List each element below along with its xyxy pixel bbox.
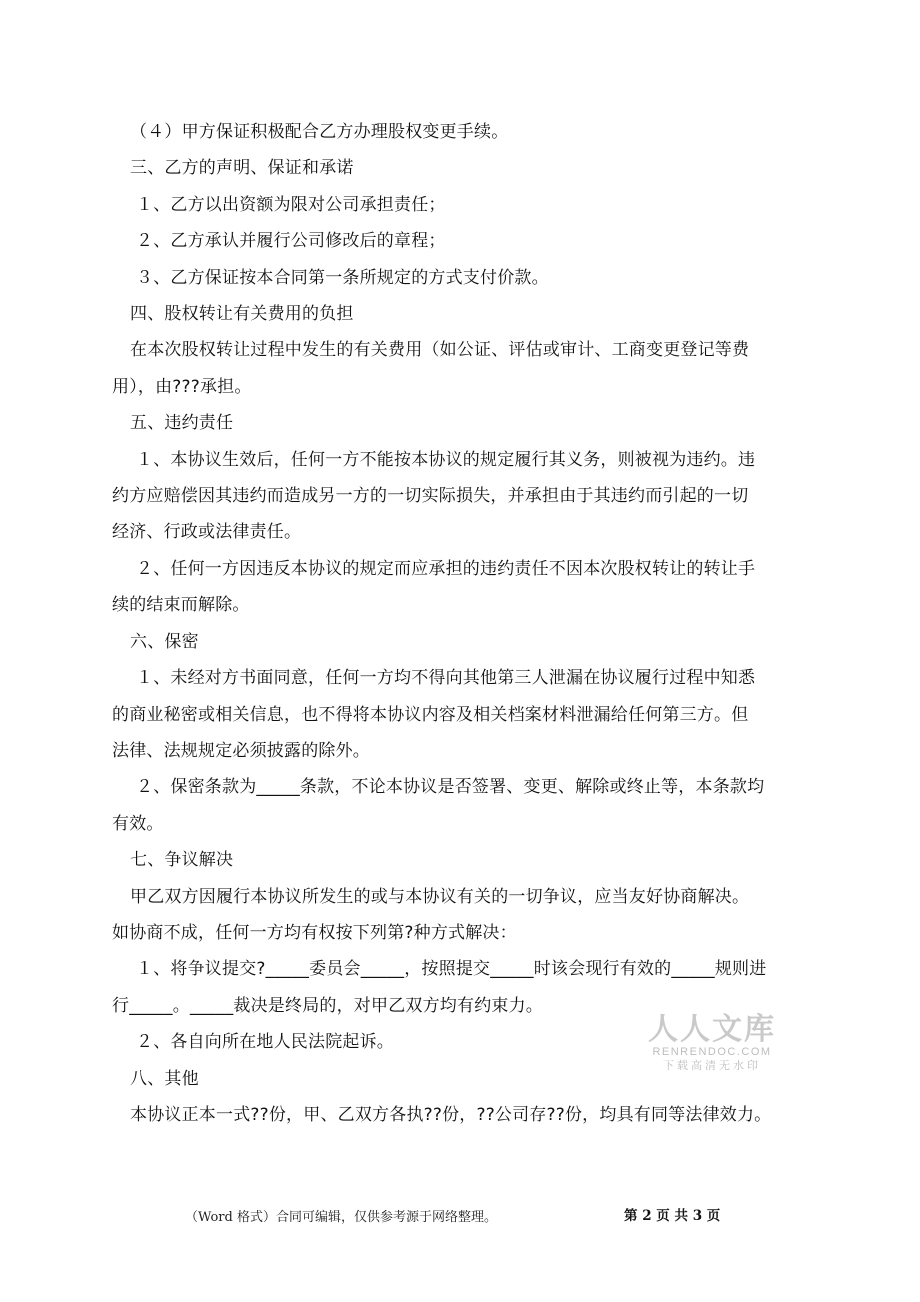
text-line: 甲乙双方因履行本协议所发生的或与本协议有关的一切争议，应当友好协商解决。 (130, 886, 750, 907)
text-line: 约方应赔偿因其违约而造成另一方的一切实际损失，并承担由于其违约而引起的一切 (112, 486, 749, 507)
text-line: 用），由???承担。 (112, 376, 252, 397)
text-line: 有效。 (112, 813, 164, 834)
text-line: 如协商不成，任何一方均有权按下列第?种方式解决： (112, 922, 517, 943)
text-line: 本协议正本一式??份，甲、乙双方各执??份，??公司存??份，均具有同等法律效力。 (130, 1104, 772, 1125)
document-body (112, 114, 812, 1133)
footer-note: （Word 格式）合同可编辑，仅供参考源于网络整理。 (185, 1210, 497, 1225)
text-line: ２、任何一方因违反本协议的规定而应承担的违约责任不因本次股权转让的转让手 (136, 558, 756, 579)
text-line: 续的结束而解除。 (112, 595, 250, 616)
text-line: 行_____。_____裁决是终局的，对甲乙双方均有约束力。 (112, 995, 543, 1016)
watermark-title: 人人文库 (648, 1012, 776, 1047)
text-line: 七、争议解决 (130, 850, 234, 871)
watermark-tagline: 下载高清无水印 (663, 1059, 761, 1072)
text-line: 三、乙方的声明、保证和承诺 (130, 158, 354, 179)
text-line: １、本协议生效后，任何一方不能按本协议的规定履行其义务，则被视为违约。违 (136, 449, 756, 470)
text-line: ３、乙方保证按本合同第一条所规定的方式支付价款。 (136, 267, 549, 288)
text-line: ２、乙方承认并履行公司修改后的章程； (136, 231, 446, 252)
text-line: 的商业秘密或相关信息，也不得将本协议内容及相关档案材料泄漏给任何第三方。但 (112, 704, 749, 725)
text-line: 经济、行政或法律责任。 (112, 522, 302, 543)
text-line: 在本次股权转让过程中发生的有关费用（如公证、评估或审计、工商变更登记等费 (130, 340, 750, 361)
text-line: 法律、法规规定必须披露的除外。 (112, 740, 370, 761)
page-number: 第 2 页 共 3 页 (624, 1208, 721, 1224)
text-line: （４）甲方保证积极配合乙方办理股权变更手续。 (130, 122, 509, 142)
text-line: １、将争议提交?_____委员会_____，按照提交_____时该会现行有效的_____规则进 (136, 959, 767, 980)
text-line: ２、各自向所在地人民法院起诉。 (136, 1032, 394, 1053)
text-line: 四、股权转让有关费用的负担 (130, 304, 354, 325)
watermark-site: RENRENDOC.COM (652, 1046, 772, 1058)
text-line: ２、保密条款为_____条款，不论本协议是否签署、变更、解除或终止等，本条款均 (136, 777, 765, 798)
text-line: 八、其他 (130, 1068, 199, 1089)
text-line: １、未经对方书面同意，任何一方均不得向其他第三人泄漏在协议履行过程中知悉 (136, 668, 756, 689)
text-line: １、乙方以出资额为限对公司承担责任； (136, 194, 446, 215)
text-line: 五、违约责任 (130, 413, 234, 434)
text-line: 六、保密 (130, 631, 199, 652)
